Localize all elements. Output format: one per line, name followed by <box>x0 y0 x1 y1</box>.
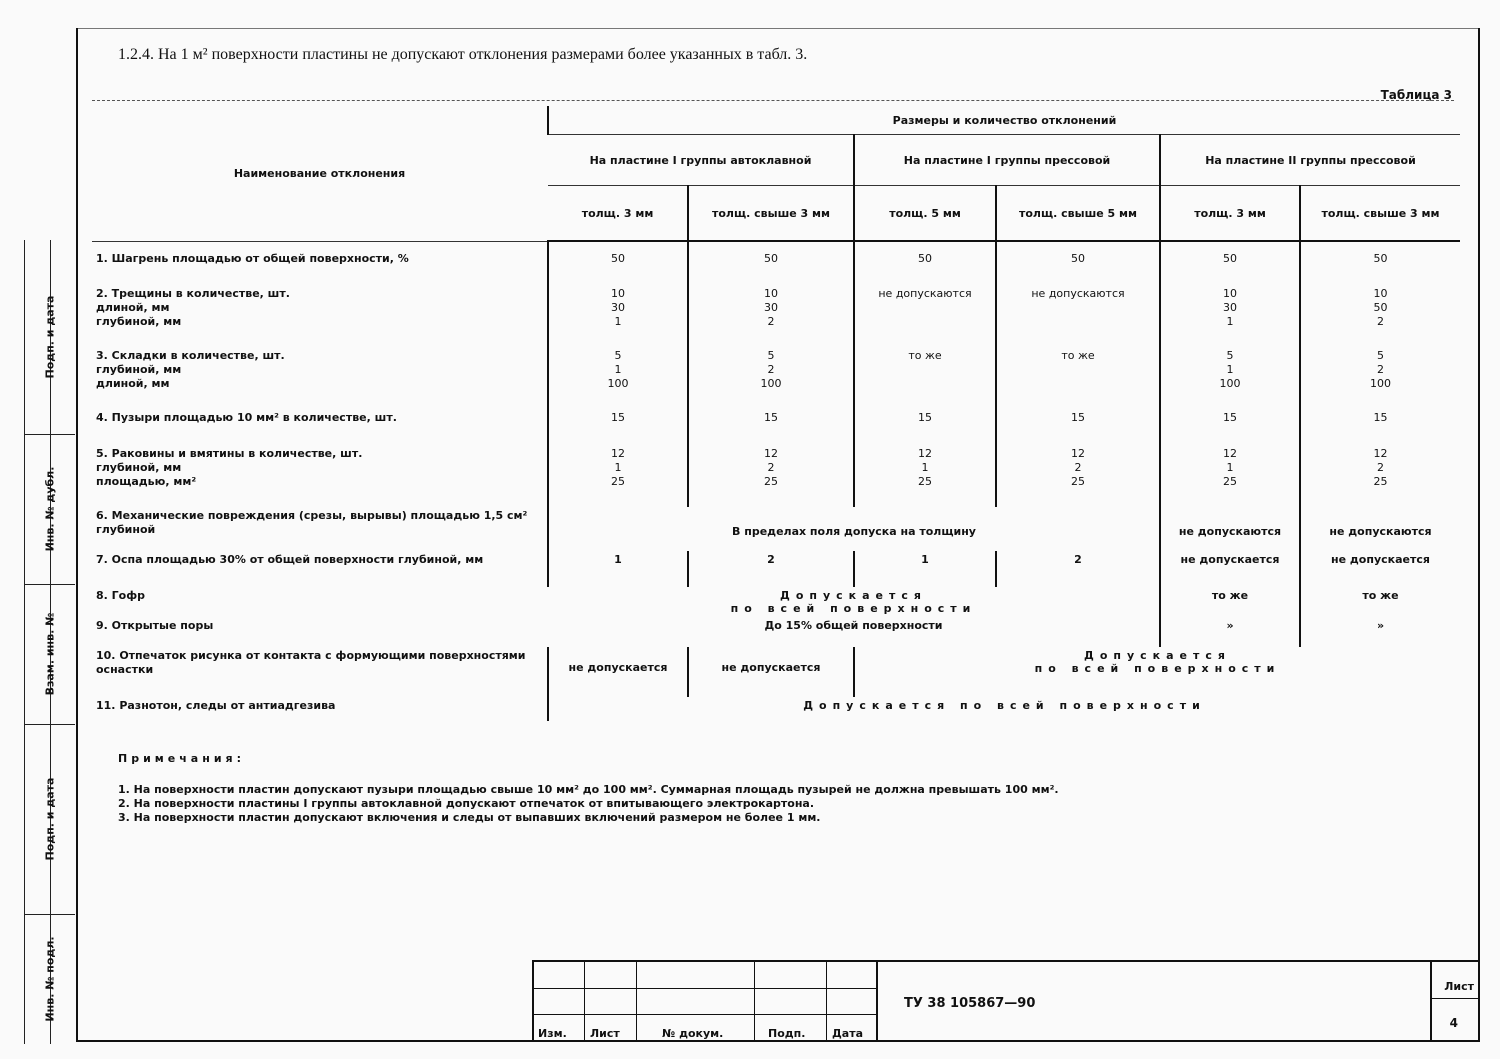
merged-line: по всей поверхности <box>730 602 977 615</box>
sheet-label: Лист <box>1444 980 1474 993</box>
merged-line: по всей поверхности <box>1034 662 1281 675</box>
side-label: Инв. № дубл. <box>43 466 57 552</box>
cell-value: 15 <box>548 409 688 445</box>
side-label: Инв. № подл. <box>43 936 57 1022</box>
table-row <box>92 697 1460 721</box>
side-stamp <box>24 240 75 1044</box>
merged-line: Допускается <box>1084 649 1231 662</box>
header-sub: толщ. 3 мм <box>548 186 688 242</box>
cell-value: 5 1 100 <box>548 347 688 409</box>
row-name: 3. Складки в количестве, шт. глубиной, мм длиной, мм <box>96 349 285 390</box>
side-label: Подп. и дата <box>43 777 57 861</box>
cell-value: 50 <box>1160 241 1300 285</box>
cell-value: 10 50 2 <box>1300 285 1460 347</box>
header-sub: толщ. свыше 5 мм <box>996 186 1160 242</box>
table-row <box>92 617 1460 647</box>
row-name: 4. Пузыри площадью 10 мм² в количестве, шт. <box>96 411 397 424</box>
cell-value: » <box>1160 617 1300 647</box>
row-name: 11. Разнотон, следы от антиадгезива <box>96 699 336 712</box>
table-row <box>92 409 1460 445</box>
row-name: 1. Шагрень площадью от общей поверхности, % <box>96 251 409 265</box>
note-item: 1. На поверхности пластин допускают пузыри площадью свыше 10 мм² до 100 мм². Суммарная площадь пузырей не должна превышать 100 мм². <box>118 783 1059 796</box>
cell-value: 15 <box>854 409 996 445</box>
cell-value: 50 <box>1300 241 1460 285</box>
cell-value: 2 <box>688 551 854 587</box>
section-heading: 1.2.4. На 1 м² поверхности пластины не допускают отклонения размерами более указанных в табл. 3. <box>118 46 808 63</box>
cell-value: 12 2 25 <box>1300 445 1460 507</box>
cell-value: то же <box>1160 587 1300 617</box>
cell-value: 12 1 25 <box>854 445 996 507</box>
table-row <box>92 285 1460 347</box>
table-row <box>92 445 1460 507</box>
header-group-title: Размеры и количество отклонений <box>548 106 1460 135</box>
note-item: 2. На поверхности пластины I группы автоклавной допускают отпечаток от впитывающего электрокартона. <box>118 797 815 810</box>
cell-value: 15 <box>996 409 1160 445</box>
cell-value: 12 1 25 <box>548 445 688 507</box>
side-label: Взам. инв. № <box>43 612 57 696</box>
header-sub: толщ. свыше 3 мм <box>1300 186 1460 242</box>
cell-value: 5 1 100 <box>1160 347 1300 409</box>
row-name: 5. Раковины и вмятины в количестве, шт. глубиной, мм площадью, мм² <box>96 447 363 488</box>
table-row <box>92 587 1460 617</box>
side-label: Подп. и дата <box>43 295 57 379</box>
cell-value: 12 2 25 <box>688 445 854 507</box>
cell-value: 50 <box>548 241 688 285</box>
cell-value: 12 2 25 <box>996 445 1160 507</box>
cell-value: то же <box>1300 587 1460 617</box>
header-sub: толщ. свыше 3 мм <box>688 186 854 242</box>
cell-value: не допускаются <box>996 285 1160 347</box>
cell-value: 50 <box>996 241 1160 285</box>
row-name: 6. Механические повреждения (срезы, вырывы) площадью 1,5 см² глубиной <box>96 509 528 536</box>
merged-tolerance-note: В пределах поля допуска на толщину <box>548 507 1160 551</box>
row-name: 8. Гофр <box>96 589 146 602</box>
cell-value: не допускаются <box>1160 507 1300 551</box>
table-row <box>92 241 1460 285</box>
side-cell-replace-inv <box>25 584 75 725</box>
title-block <box>532 960 1480 1042</box>
cell-value: 50 <box>854 241 996 285</box>
merged-allowed-note: Допускается по всей поверхности <box>548 697 1460 721</box>
cell-value: 15 <box>1300 409 1460 445</box>
cell-value: 2 <box>996 551 1160 587</box>
cell-value: 15 <box>1160 409 1300 445</box>
table-label: Таблица 3 <box>1380 88 1452 102</box>
merged-pores-note: До 15% общей поверхности <box>764 619 943 632</box>
cell-value: не допускается <box>548 647 688 697</box>
header-sub: толщ. 5 мм <box>854 186 996 242</box>
cell-value: не допускается <box>1160 551 1300 587</box>
side-cell-orig-inv <box>25 914 75 1044</box>
cell-value: не допускается <box>688 647 854 697</box>
merged-allowed-note <box>548 587 1160 617</box>
header-group-press-2: На пластине II группы прессовой <box>1160 135 1460 186</box>
table-row <box>92 347 1460 409</box>
cell-value: 15 <box>688 409 854 445</box>
cell-value: 10 30 1 <box>548 285 688 347</box>
notes-section <box>118 752 1059 825</box>
merged-line: Допускается <box>780 589 927 602</box>
deviations-table <box>92 106 1460 721</box>
cell-value: 10 30 2 <box>688 285 854 347</box>
merged-allowed-note <box>854 647 1460 697</box>
table-row <box>92 647 1460 697</box>
side-cell-dup-inv <box>25 434 75 585</box>
cell-value: 5 2 100 <box>1300 347 1460 409</box>
table-row <box>92 551 1460 587</box>
cell-value: » <box>1300 617 1460 647</box>
header-sub: толщ. 3 мм <box>1160 186 1300 242</box>
row-name: 9. Открытые поры <box>96 619 214 632</box>
cell-value: то же <box>854 347 996 409</box>
header-group-press-1: На пластине I группы прессовой <box>854 135 1160 186</box>
notes-title: Примечания: <box>118 752 245 765</box>
document-code: ТУ 38 105867—90 <box>904 996 1036 1011</box>
header-group-autoclave: На пластине I группы автоклавной <box>548 135 854 186</box>
cell-value: 5 2 100 <box>688 347 854 409</box>
row-name: 10. Отпечаток рисунка от контакта с формующими поверхностями оснастки <box>96 649 526 676</box>
side-cell-sign-date <box>25 240 75 435</box>
header-name-col: Наименование отклонения <box>92 106 548 241</box>
row-name: 2. Трещины в количестве, шт. длиной, мм глубиной, мм <box>96 287 290 328</box>
cell-value: 10 30 1 <box>1160 285 1300 347</box>
cell-value: 1 <box>854 551 996 587</box>
title-block-label: № докум. <box>662 1027 724 1040</box>
title-block-label: Дата <box>832 1027 864 1040</box>
table-row <box>92 507 1460 551</box>
cell-value: не допускаются <box>854 285 996 347</box>
note-item: 3. На поверхности пластин допускают включения и следы от выпавших включений размером не более 1 мм. <box>118 811 821 824</box>
row-name: 7. Оспа площадью 30% от общей поверхности глубиной, мм <box>96 553 484 566</box>
side-cell-sign-date-2 <box>25 724 75 915</box>
title-block-label: Изм. <box>538 1027 567 1040</box>
cell-value: 50 <box>688 241 854 285</box>
title-block-label: Лист <box>590 1027 620 1040</box>
cell-value: то же <box>996 347 1160 409</box>
cell-value: не допускаются <box>1300 507 1460 551</box>
dashed-divider <box>92 100 1454 101</box>
sheet-number: 4 <box>1449 1016 1458 1030</box>
cell-value: 12 1 25 <box>1160 445 1300 507</box>
cell-value: 1 <box>548 551 688 587</box>
title-block-label: Подп. <box>768 1027 806 1040</box>
cell-value: не допускается <box>1300 551 1460 587</box>
